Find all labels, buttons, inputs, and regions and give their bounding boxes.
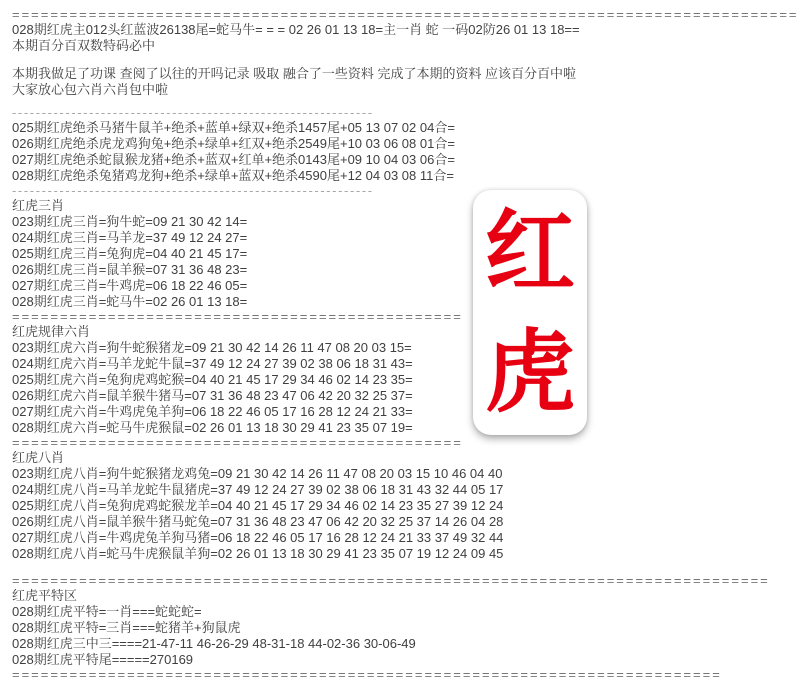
- sanxiao-row: 025期红虎三肖=兔狗虎=04 40 21 45 17=: [12, 246, 248, 261]
- liuxiao-row: 028期红虎六肖=蛇马牛虎猴鼠=02 26 01 13 18 30 29 41 23 35 07 19=: [12, 420, 413, 435]
- intro-line-2: 大家放心包六肖六肖包中啦: [12, 82, 169, 97]
- intro-line-1: 本期我做足了功课 查阅了以往的开吗记录 吸取 融合了一些资料 完成了本期的资料 应该百分百中啦: [12, 66, 577, 81]
- pingte-row: 028期红虎平特=一肖===蛇蛇蛇=: [12, 604, 202, 619]
- pingte-row: 028期红虎三中三====21-47-11 46-26-29 48-31-18 44-02-36 30-06-49: [12, 636, 416, 651]
- baxiao-row: 028期红虎八肖=蛇马牛虎猴鼠羊狗=02 26 01 13 18 30 29 41 23 35 07 19 12 24 09 45: [12, 546, 504, 561]
- section-pingte: [12, 588, 800, 668]
- liuxiao-row: 024期红虎六肖=马羊龙蛇牛鼠=37 49 12 24 27 39 02 38 06 18 31 43=: [12, 356, 413, 371]
- liuxiao-row: 026期红虎六肖=鼠羊猴牛猪马=07 31 36 48 23 47 06 42 20 32 25 37=: [12, 388, 413, 403]
- section-juesha: [12, 120, 800, 184]
- section-title-sanxiao: 红虎三肖: [12, 198, 65, 213]
- baxiao-row: 027期红虎八肖=牛鸡虎兔羊狗马猪=06 18 22 46 05 17 16 28 12 24 21 33 37 49 32 44: [12, 530, 504, 545]
- separator-equals-bottom: ==========================================================================: [12, 668, 722, 682]
- separator-dash-1: -------------------------------------------------------------: [12, 106, 374, 120]
- juesha-row: 027期红虎绝杀蛇鼠猴龙猪+绝杀+蓝双+红单+绝杀0143尾+09 10 04 03 06合=: [12, 152, 455, 167]
- spacer: [12, 98, 800, 106]
- sanxiao-row: 028期红虎三肖=蛇马牛=02 26 01 13 18=: [12, 294, 248, 309]
- section-title-pingte: 红虎平特区: [12, 588, 78, 603]
- section-title-liuxiao: 红虎规律六肖: [12, 324, 91, 339]
- spacer: [12, 54, 800, 66]
- liuxiao-row: 027期红虎六肖=牛鸡虎兔羊狗=06 18 22 46 05 17 16 28 12 24 21 33=: [12, 404, 413, 419]
- header-promise-line: 本期百分百双数特码必中: [12, 38, 156, 53]
- section-baxiao: [12, 450, 800, 562]
- liuxiao-row: 025期红虎六肖=兔狗虎鸡蛇猴=04 40 21 45 17 29 34 46 02 14 23 35=: [12, 372, 413, 387]
- header-main-pick-line: 028期红虎主012头红蓝波26138尾=蛇马牛= = = 02 26 01 13 18=主一肖 蛇 一码02防26 01 13 18==: [12, 22, 580, 37]
- section-sanxiao: [12, 198, 800, 310]
- sanxiao-row: 024期红虎三肖=马羊龙=37 49 12 24 27=: [12, 230, 248, 245]
- pingte-row: 028期红虎平特=三肖===蛇猪羊+狗鼠虎: [12, 620, 241, 635]
- pingte-row: 028期红虎平特尾=====270169: [12, 652, 194, 667]
- section-title-baxiao: 红虎八肖: [12, 450, 65, 465]
- separator-equals-top: ==================================================================================: [12, 8, 799, 22]
- sanxiao-row: 027期红虎三肖=牛鸡虎=06 18 22 46 05=: [12, 278, 248, 293]
- sanxiao-row: 026期红虎三肖=鼠羊猴=07 31 36 48 23=: [12, 262, 248, 277]
- separator-equals-mid-1: ===============================================: [12, 310, 463, 324]
- separator-equals-mid-2: ===============================================: [12, 436, 463, 450]
- sanxiao-row: 023期红虎三肖=狗牛蛇=09 21 30 42 14=: [12, 214, 248, 229]
- baxiao-row: 025期红虎八肖=兔狗虎鸡蛇猴龙羊=04 40 21 45 17 29 34 46 02 14 23 35 27 39 12 24: [12, 498, 504, 513]
- baxiao-row: 024期红虎八肖=马羊龙蛇牛鼠猪虎=37 49 12 24 27 39 02 38 06 18 31 43 32 44 05 17: [12, 482, 504, 497]
- honghu-badge-card: [473, 190, 587, 435]
- separator-equals-long: ===============================================================================: [12, 574, 770, 588]
- baxiao-row: 026期红虎八肖=鼠羊猴牛猪马蛇兔=07 31 36 48 23 47 06 42 20 32 25 37 14 26 04 28: [12, 514, 504, 529]
- juesha-row: 028期红虎绝杀兔猪鸡龙狗+绝杀+绿单+蓝双+绝杀4590尾+12 04 03 08 11合=: [12, 168, 454, 183]
- baxiao-row: 023期红虎八肖=狗牛蛇猴猪龙鸡兔=09 21 30 42 14 26 11 47 08 20 03 15 10 46 04 40: [12, 466, 503, 481]
- section-liuxiao: [12, 324, 800, 436]
- juesha-row: 025期红虎绝杀马猪牛鼠羊+绝杀+蓝单+绿双+绝杀1457尾+05 13 07 02 04合=: [12, 120, 455, 135]
- badge-char-hong: 红: [485, 202, 575, 303]
- separator-dash-2: -------------------------------------------------------------: [12, 184, 374, 198]
- liuxiao-row: 023期红虎六肖=狗牛蛇猴猪龙=09 21 30 42 14 26 11 47 08 20 03 15=: [12, 340, 412, 355]
- badge-char-hu: 虎: [485, 322, 575, 423]
- juesha-row: 026期红虎绝杀虎龙鸡狗兔+绝杀+绿单+红双+绝杀2549尾+10 03 06 08 01合=: [12, 136, 455, 151]
- spacer: [12, 562, 800, 574]
